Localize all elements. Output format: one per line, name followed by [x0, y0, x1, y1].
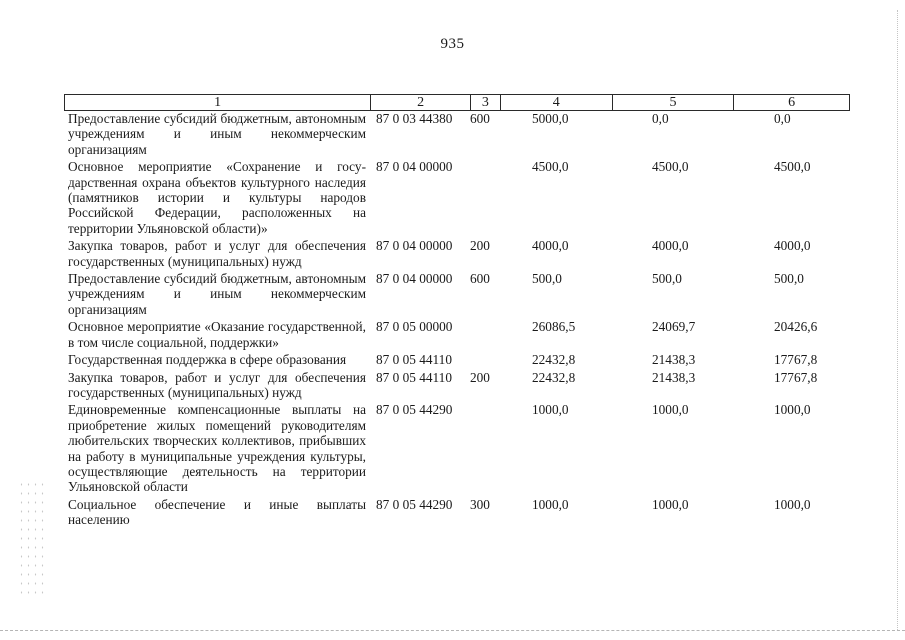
row-amount-year-3: 1000,0: [774, 496, 811, 512]
row-target-code: 87 0 05 44290: [376, 402, 453, 418]
row-expense-type: [470, 319, 500, 350]
row-amount-year-3: 500,0: [774, 271, 804, 287]
table-body: [64, 111, 850, 530]
row-target-code: 87 0 05 44290: [376, 496, 453, 512]
row-expense-type: 600: [470, 271, 490, 287]
table-row: [64, 352, 850, 367]
row-spacer: [64, 528, 850, 530]
row-description: Предоставление субсидий бюджетным, автономным учреждениям и иным некоммерческим организациям: [68, 271, 366, 317]
column-header: 5: [612, 95, 734, 110]
column-header: 6: [733, 95, 849, 110]
table-row: [64, 319, 850, 350]
table-row: [64, 111, 850, 157]
table-row: [64, 497, 850, 528]
row-expense-type: [470, 159, 500, 236]
row-amount-year-2: 0,0: [652, 111, 669, 126]
row-amount-year-3: 20426,6: [774, 319, 818, 335]
row-amount-year-2: 21438,3: [652, 352, 696, 368]
column-header: 2: [370, 95, 470, 110]
table-row: [64, 238, 850, 269]
row-description: Основное мероприятие «Сохранение и государственная охрана объектов культурного наследия (памятников истории и культуры народов Российской Федерации, расположенных на территории Ульяновской области)»: [68, 159, 366, 236]
row-amount-year-3: 17767,8: [774, 369, 818, 385]
row-description: Основное мероприятие «Оказание государственной, в том числе социальной, поддержки»: [68, 319, 366, 350]
row-expense-type: 300: [470, 496, 490, 512]
row-amount-year-1: 4000,0: [532, 238, 569, 254]
row-description: Закупка товаров, работ и услуг для обеспечения государственных (муниципальных) нужд: [68, 369, 366, 400]
row-target-code: 87 0 05 44110: [376, 369, 452, 385]
scan-edge-bottom: [0, 630, 905, 632]
budget-table: [64, 94, 850, 530]
row-amount-year-1: 22432,8: [532, 369, 576, 385]
row-amount-year-2: 24069,7: [652, 319, 696, 335]
row-amount-year-3: 1000,0: [774, 402, 811, 418]
row-amount-year-2: 4000,0: [652, 238, 689, 254]
row-amount-year-2: 4500,0: [652, 159, 689, 175]
page-number: 935: [440, 36, 465, 52]
row-amount-year-1: 1000,0: [532, 402, 569, 418]
row-description: Государственная поддержка в сфере образования: [68, 352, 347, 368]
row-target-code: 87 0 04 00000: [376, 159, 453, 175]
row-target-code: 87 0 05 00000: [376, 319, 453, 335]
row-amount-year-3: 4000,0: [774, 238, 811, 254]
row-amount-year-1: 22432,8: [532, 352, 576, 368]
row-expense-type: 200: [470, 369, 490, 385]
table-row: [64, 271, 850, 317]
row-amount-year-2: 1000,0: [652, 496, 689, 512]
row-amount-year-2: 21438,3: [652, 369, 696, 385]
row-amount-year-2: 1000,0: [652, 402, 689, 418]
row-expense-type: [470, 352, 500, 367]
row-target-code: 87 0 04 00000: [376, 238, 453, 254]
row-target-code: 87 0 05 44110: [376, 352, 452, 368]
row-expense-type: [470, 402, 500, 494]
row-expense-type: 200: [470, 238, 490, 254]
row-amount-year-1: 26086,5: [532, 319, 576, 335]
row-description: Социальное обеспечение и иные выплаты населению: [68, 496, 366, 528]
row-amount-year-1: 4500,0: [532, 159, 569, 175]
table-row: [64, 159, 850, 236]
row-target-code: 87 0 03 44380: [376, 111, 453, 126]
column-header: 3: [470, 95, 500, 110]
table-row: [64, 402, 850, 494]
scan-edge-right: [897, 10, 899, 630]
table-row: [64, 370, 850, 401]
column-header: 1: [214, 95, 222, 110]
row-amount-year-2: 500,0: [652, 271, 682, 287]
row-expense-type: 600: [470, 111, 490, 126]
row-amount-year-1: 5000,0: [532, 111, 569, 126]
row-amount-year-1: 500,0: [532, 271, 562, 287]
scan-noise: [18, 480, 48, 600]
row-description: Единовременные компенсационные выплаты на приобретение жилых помещений руководителям любительских творческих коллективов, прибывших на работу в муниципальные учреждения культуры, осуществляющие деятельность на территории Ульяновской области: [68, 402, 366, 495]
row-amount-year-3: 4500,0: [774, 159, 811, 175]
row-target-code: 87 0 04 00000: [376, 271, 453, 287]
row-amount-year-1: 1000,0: [532, 496, 569, 512]
row-description: Закупка товаров, работ и услуг для обеспечения государственных (муниципальных) нужд: [68, 238, 366, 269]
row-description: Предоставление субсидий бюджетным, автономным учреждениям и иным некоммерческим организациям: [68, 111, 366, 157]
row-amount-year-3: 17767,8: [774, 352, 818, 368]
table-header-row: [64, 94, 850, 111]
row-amount-year-3: 0,0: [774, 111, 791, 126]
column-header: 4: [500, 95, 612, 110]
